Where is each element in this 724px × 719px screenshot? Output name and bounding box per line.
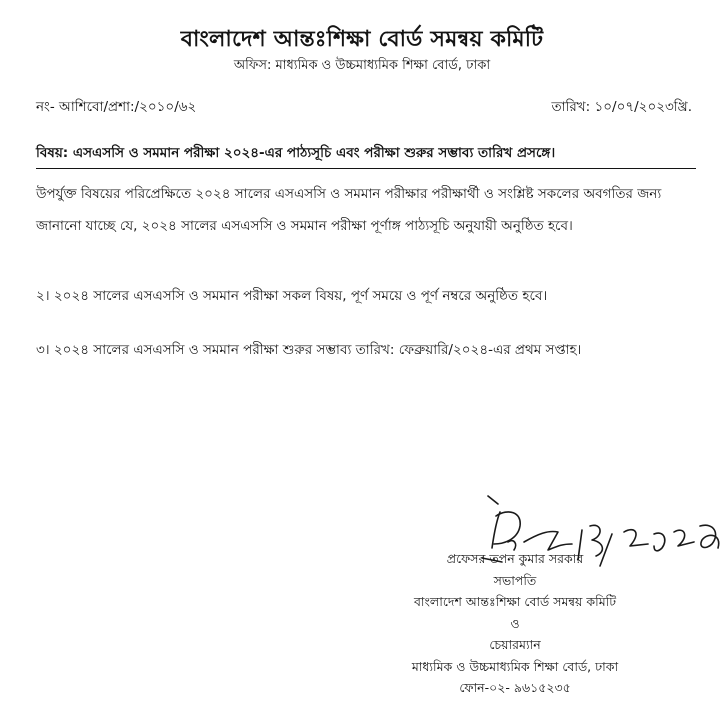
signature-block xyxy=(350,548,680,699)
body-paragraph-2: ২। ২০২৪ সালের এসএসসি ও সমমান পরীক্ষা সকল বিষয়, পূর্ণ সময়ে ও পূর্ণ নম্বরে অনুষ্ঠিত হবে। xyxy=(36,288,548,304)
subject-line: বিষয়: এসএসসি ও সমমান পরীক্ষা ২০২৪-এর পাঠ্যসূচি এবং পরীক্ষা শুরুর সম্ভাব্য তারিখ প্রসঙ্গে। xyxy=(36,142,696,169)
memo-number: নং- আশিবো/প্রশা:/২০১০/৬২ xyxy=(36,99,197,115)
signatory-organization: বাংলাদেশ আন্তঃশিক্ষা বোর্ড সমন্বয় কমিটি xyxy=(413,594,617,609)
signatory-name: প্রফেসর তপন কুমার সরকার xyxy=(446,551,584,566)
signatory-designation-2: চেয়ারম্যান xyxy=(489,637,541,652)
committee-title: বাংলাদেশ আন্তঃশিক্ষা বোর্ড সমন্বয় কমিটি xyxy=(180,27,544,52)
signatory-organization-2: মাধ্যমিক ও উচ্চমাধ্যমিক শিক্ষা বোর্ড, ঢাকা xyxy=(411,658,619,674)
signatory-phone: ফোন-০২- ৯৬১৫২৩৫ xyxy=(459,680,571,695)
memo-date: তারিখ: ১০/০৭/২০২৩খ্রি. xyxy=(551,99,692,115)
office-address: অফিস: মাধ্যমিক ও উচ্চমাধ্যমিক শিক্ষা বোর্ড, ঢাকা xyxy=(233,58,491,73)
signatory-conjunction: ও xyxy=(510,615,520,631)
body-paragraph-1: উপর্যুক্ত বিষয়ের পরিপ্রেক্ষিতে ২০২৪ সালের এসএসসি ও সমমান পরীক্ষার পরীক্ষার্থী ও সংশ্লিষ্ট সকলের অবগতির জন্য জানানো যাচ্ছে যে, ২০২৪ সালের এসএসসি ও সমমান পরীক্ষা পূর্ণাঙ্গ পাঠ্যসূচি অনুযায়ী অনুষ্ঠিত হবে। xyxy=(36,186,662,234)
body-paragraph-3: ৩। ২০২৪ সালের এসএসসি ও সমমান পরীক্ষা শুরুর সম্ভাব্য তারিখ: ফেব্রুয়ারি/২০২৪-এর প্রথম সপ্তাহ। xyxy=(36,342,582,358)
signatory-designation: সভাপতি xyxy=(493,572,537,588)
